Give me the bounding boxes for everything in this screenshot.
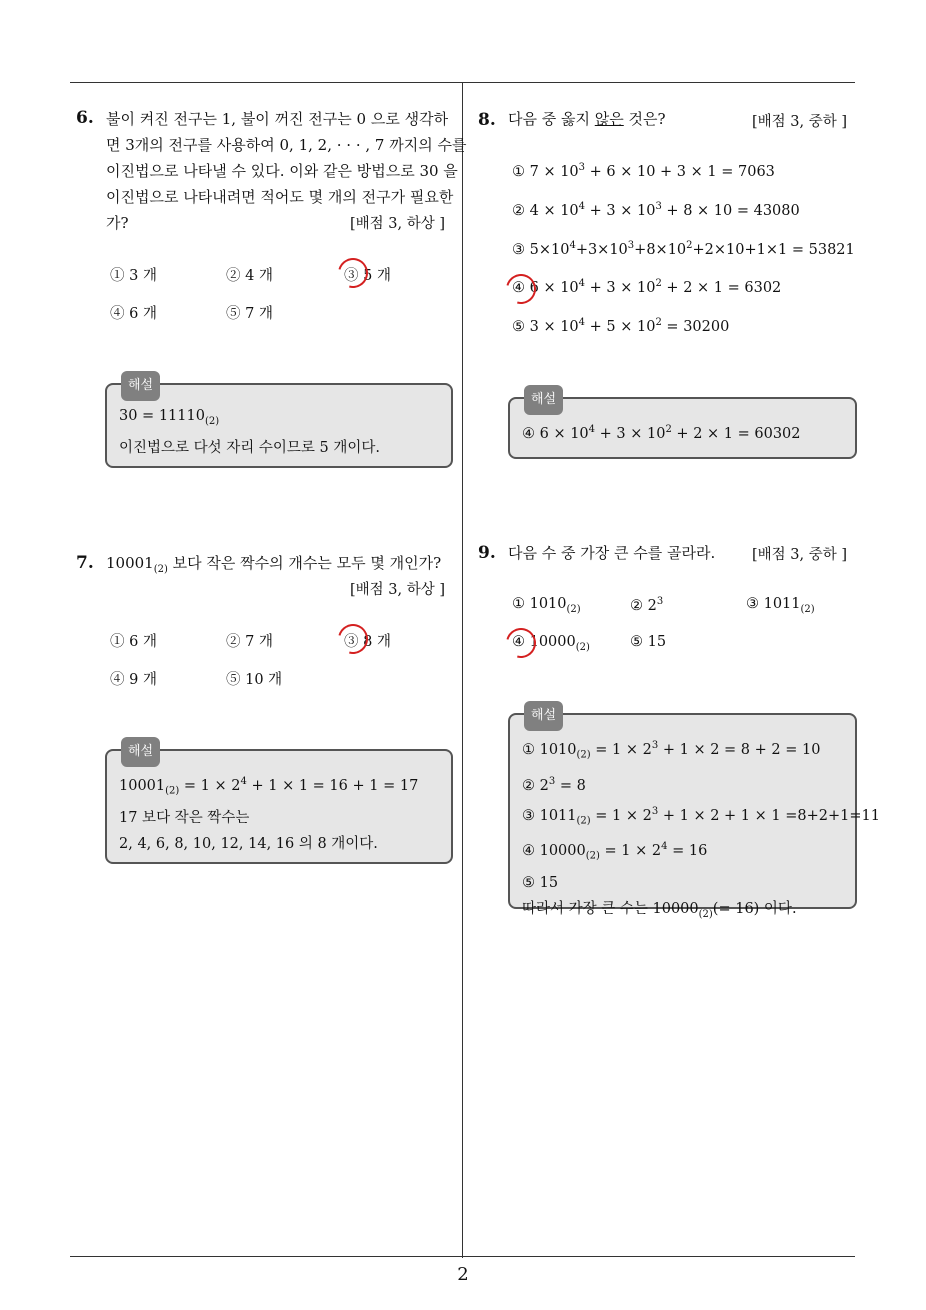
question-6-line-5: 가? (106, 214, 129, 232)
question-7-option-4[interactable]: ④ 9 개 (110, 672, 157, 688)
question-9-number: 9. (478, 543, 496, 563)
question-6-option-2[interactable]: ② 4 개 (226, 268, 273, 284)
question-8-score: [배점 3, 중하 ] (752, 114, 848, 130)
answer-circle-mark (344, 264, 391, 285)
bottom-rule (70, 1256, 855, 1257)
question-6-line-4: 이진법으로 나타내려면 적어도 몇 개의 전구가 필요한 (106, 188, 454, 206)
question-8-option-2[interactable]: ② $4 \times 10^4 + 3 \times 10^3 + 8 \times 10 = 43080$ (512, 201, 800, 219)
solution-tag: 해설 (524, 701, 563, 731)
question-9-option-3[interactable]: ③ $1011_{(2)}$ (746, 596, 815, 615)
question-8-solution-line-1: ④ $6 \times 10^4 + 3 \times 10^2 + 2 \times 1 = 60302$ (522, 424, 801, 442)
answer-circle-mark (344, 630, 391, 651)
answer-circle-mark: ④ (512, 634, 525, 650)
question-8-option-1[interactable]: ① $7 \times 10^3 + 6 \times 10 + 3 \times 1 = 7063$ (512, 162, 775, 180)
page-number: 2 (457, 1264, 469, 1285)
solution-tag: 해설 (121, 737, 160, 767)
question-6-option-1[interactable]: ① 3 개 (110, 268, 157, 284)
question-6-line-3: 이진법으로 나타낼 수 있다. 이와 같은 방법으로 30 을 (106, 162, 458, 180)
question-6-number: 6. (76, 108, 94, 128)
question-9-solution-line-5: ⑤ 15 (522, 874, 559, 891)
question-9-solution-line-3: ③ $1011_{(2)} = 1 \times 2^3 + 1 \times 2 + 1 \times 1 =8+2+1=11$ (522, 805, 880, 827)
not-underline: 않은 (594, 110, 624, 128)
question-7-option-2[interactable]: ② 7 개 (226, 634, 273, 650)
question-7-text: $10001_{(2)}$ 보다 작은 짝수의 개수는 모두 몇 개인가? (106, 554, 442, 575)
question-9-solution-box (508, 708, 880, 920)
answer-circle-mark: ④ (512, 279, 525, 296)
question-7-option-5[interactable]: ⑤ 10 개 (226, 672, 283, 688)
question-8-number: 8. (478, 110, 496, 130)
question-6-line-2: 면 3개의 전구를 사용하여 0, 1, 2, · · · , 7 까지의 수를 (106, 136, 467, 154)
question-8-option-3[interactable]: ③ $5\times 10^4+3\times 10^3+8\times 10^2+2\times 10+1\times 1 = 53821$ (512, 240, 855, 258)
question-7-option-1[interactable]: ① 6 개 (110, 634, 157, 650)
question-9-score: [배점 3, 중하 ] (752, 547, 848, 563)
question-6-solution-line-1: $30 = 11110_{(2)}$ (119, 408, 220, 427)
column-divider (462, 82, 463, 1258)
question-7-solution-line-3: 2, 4, 6, 8, 10, 12, 14, 16 의 8 개이다. (119, 835, 378, 852)
question-7-option-3[interactable] (344, 630, 391, 651)
question-6-solution-line-2: 이진법으로 다섯 자리 수이므로 5 개이다. (119, 439, 380, 456)
question-6-option-3[interactable] (344, 264, 391, 285)
question-9-solution-line-6: 따라서 가장 큰 수는 $10000_{(2)}(= 16)$ 이다. (522, 900, 797, 920)
question-8-text: 다음 중 옳지 않은 것은? (508, 110, 666, 128)
question-6-solution-box (105, 378, 453, 468)
question-7-solution-line-2: 17 보다 작은 짝수는 (119, 809, 250, 826)
solution-tag: 해설 (524, 385, 563, 415)
question-6-option-4[interactable]: ④ 6 개 (110, 306, 157, 322)
question-7-option-3-label: ③ 8 개 (344, 634, 391, 650)
question-6-line-1: 불이 켜진 전구는 1, 불이 꺼진 전구는 0 으로 생각하 (106, 110, 449, 128)
question-7-number: 7. (76, 553, 94, 573)
question-9-option-5[interactable]: ⑤ 15 (630, 634, 667, 650)
question-9-solution-line-4: ④ $10000_{(2)} = 1 \times 2^4 = 16$ (522, 841, 708, 862)
question-9-solution-line-2: ② $2^3 = 8$ (522, 775, 586, 794)
question-9-option-4[interactable]: ④ $10000_{(2)}$ (512, 634, 590, 653)
question-9-solution-line-1: ① $1010_{(2)} = 1 \times 2^3 + 1 \times 2 = 8 + 2 = 10$ (522, 740, 821, 761)
question-9-text: 다음 수 중 가장 큰 수를 골라라. (508, 544, 716, 562)
question-7-solution-line-1: $10001_{(2)} = 1 \times 2^4 + 1 \times 1 = 16 + 1 = 17$ (119, 776, 419, 797)
question-8-solution-box (508, 392, 857, 459)
question-6-option-5[interactable]: ⑤ 7 개 (226, 306, 273, 322)
question-9-option-1[interactable]: ① $1010_{(2)}$ (512, 596, 581, 615)
solution-tag: 해설 (121, 371, 160, 401)
question-6-option-3-label: ③ 5 개 (344, 268, 391, 284)
question-7-solution-box (105, 744, 453, 864)
question-9-option-2[interactable]: ② $2^3$ (630, 596, 664, 614)
question-8-option-5[interactable]: ⑤ $3 \times 10^4 + 5 \times 10^2 = 30200$ (512, 317, 730, 335)
question-7-score: [배점 3, 하상 ] (350, 582, 446, 598)
question-6-score: [배점 3, 하상 ] (350, 216, 446, 232)
question-8-option-4[interactable]: ④ $6 \times 10^4 + 3 \times 10^2 + 2 \times 1 = 6302$ (512, 278, 782, 296)
